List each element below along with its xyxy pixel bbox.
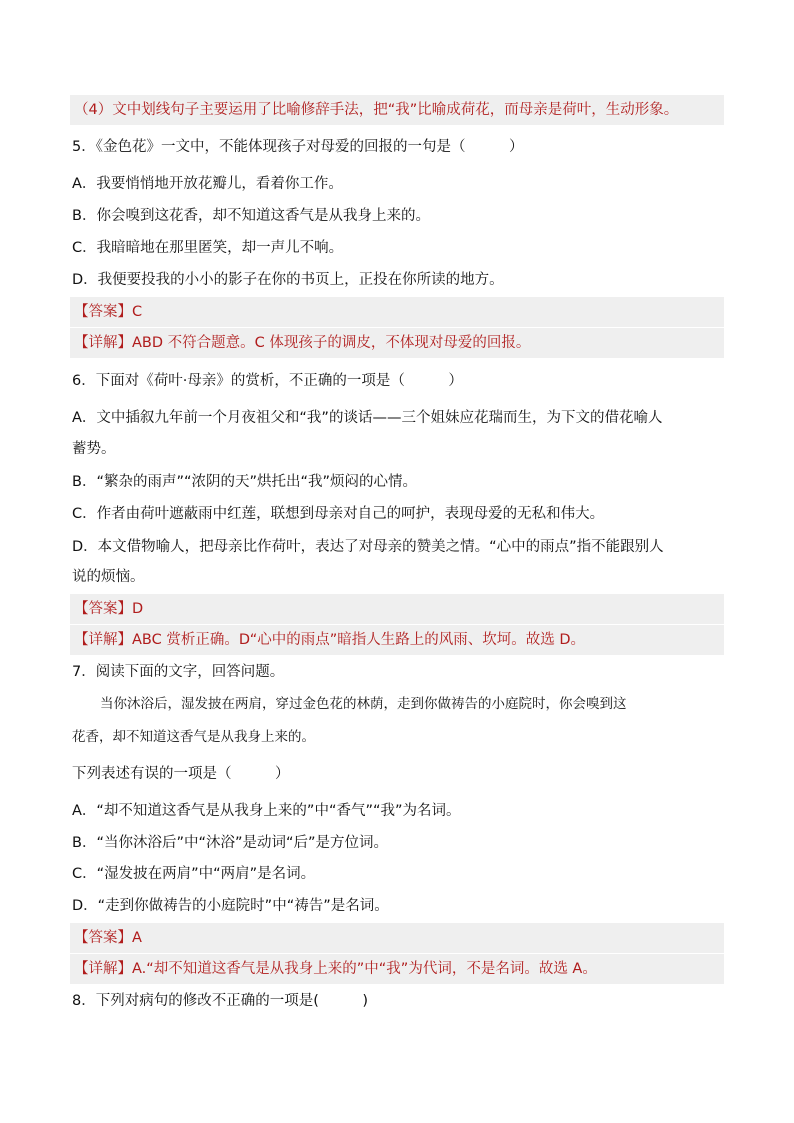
q7-option-d: D．“走到你做祷告的小庭院时”中“祷告”是名词。 [72,898,389,914]
q6-detail: 【详解】ABC 赏析正确。D“心中的雨点”暗指人生路上的风雨、坎坷。故选 D。 [70,625,724,655]
q7-stem: 7．阅读下面的文字，回答问题。 [72,664,285,680]
q7-question: 下列表述有误的一项是（ ） [72,766,290,782]
q5-option-c: C．我暗暗地在那里匿笑，却一声儿不响。 [72,240,344,256]
top-answer-line: （4）文中划线句子主要运用了比喻修辞手法，把“我”比喻成荷花，而母亲是荷叶，生动形象。 [70,95,724,125]
q6-option-a-line1: A．文中插叙九年前一个月夜祖父和“我”的谈话——三个姐妹应花瑞而生，为下文的借花喻人 [72,410,663,426]
q5-stem: 5．《金色花》一文中，不能体现孩子对母爱的回报的一句是（ ） [72,139,524,155]
q6-stem: 6．下面对《荷叶·母亲》的赏析，不正确的一项是（ ） [72,373,463,389]
q8-stem: 8．下列对病句的修改不正确的一项是( ) [72,993,369,1009]
q6-option-d-line2: 说的烦恼。 [72,569,145,585]
q7-option-a: A．“却不知道这香气是从我身上来的”中“香气”“我”为名词。 [72,803,461,819]
q6-option-c: C．作者由荷叶遮蔽雨中红莲，联想到母亲对自己的呵护，表现母爱的无私和伟大。 [72,506,605,522]
q5-detail: 【详解】ABD 不符合题意。C 体现孩子的调皮，不体现对母爱的回报。 [70,328,724,358]
q6-option-b: B．“繁杂的雨声”“浓阴的天”烘托出“我”烦闷的心情。 [72,474,418,490]
q5-answer: 【答案】C [70,297,724,327]
q7-option-b: B．“当你沐浴后”中“沐浴”是动词“后”是方位词。 [72,835,389,851]
q5-option-a: A．我要悄悄地开放花瓣儿，看着你工作。 [72,176,343,192]
q6-option-a-line2: 蓄势。 [72,441,116,457]
q5-option-d: D．我便要投我的小小的影子在你的书页上，正投在你所读的地方。 [72,272,504,288]
q6-answer: 【答案】D [70,594,724,624]
q7-passage-line2: 花香，却不知道这香气是从我身上来的。 [72,729,315,745]
q7-detail: 【详解】A.“却不知道这香气是从我身上来的”中“我”为代词，不是名词。故选 A。 [70,954,724,984]
q7-passage-line1: 当你沐浴后，湿发披在两肩，穿过金色花的林荫，走到你做祷告的小庭院时，你会嗅到这 [100,696,627,712]
q7-answer: 【答案】A [70,923,724,953]
q7-option-c: C．“湿发披在两肩”中“两肩”是名词。 [72,866,316,882]
q6-option-d-line1: D．本文借物喻人，把母亲比作荷叶，表达了对母亲的赞美之情。“心中的雨点”指不能跟别人 [72,539,664,555]
q5-option-b: B．你会嗅到这花香，却不知道这香气是从我身上来的。 [72,208,430,224]
